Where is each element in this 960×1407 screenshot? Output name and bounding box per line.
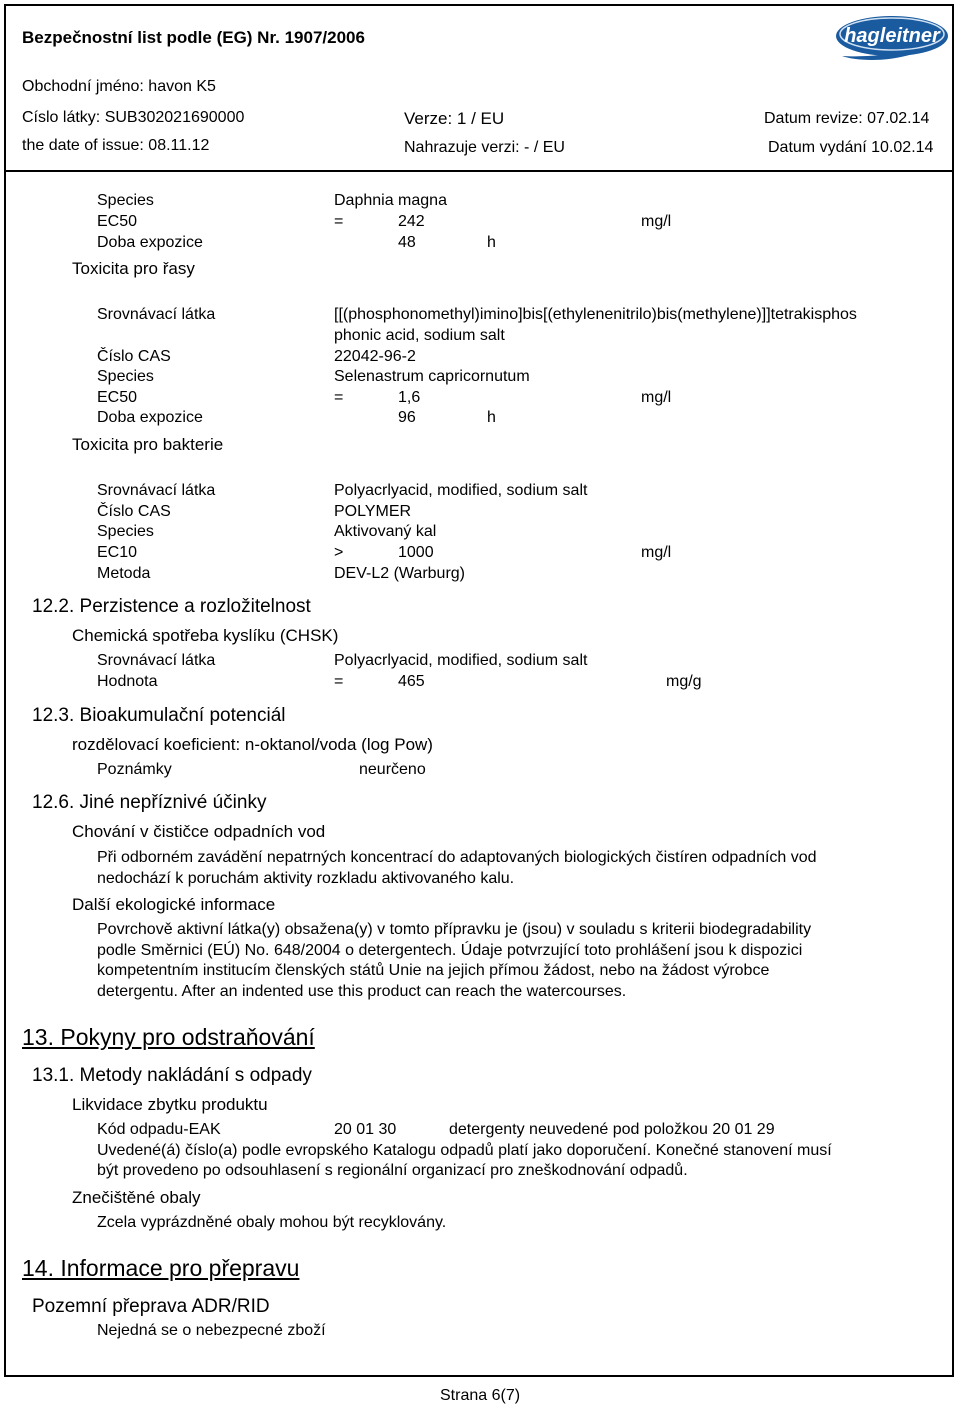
product-disposal-heading: Likvidace zbytku produktu [72, 1095, 268, 1114]
daphnia-exposure-unit: h [487, 234, 496, 251]
section-13-1-heading: 13.1. Metody nakládání s odpady [32, 1065, 312, 1086]
daphnia-ec50-value: 242 [398, 213, 425, 230]
waste-code-value: 20 01 30 [334, 1121, 397, 1138]
bacteria-cas-value: POLYMER [334, 503, 412, 520]
eco-info-line3: kompetentním institucím členských států Unie na jejich přímou žádost, nebo na žádost výrobce [97, 962, 770, 979]
log-pow-note-value: neurčeno [359, 761, 426, 778]
daphnia-species-label: Species [97, 192, 154, 209]
daphnia-exposure-label: Doba expozice [97, 234, 203, 251]
cod-value-label: Hodnota [97, 673, 158, 690]
waste-code-description: detergenty neuvedené pod položkou 20 01 29 [449, 1121, 775, 1138]
section-14-heading: 14. Informace pro přepravu [22, 1255, 300, 1281]
algae-ec50-unit: mg/l [641, 389, 672, 406]
trade-name: Obchodní jméno: havon K5 [22, 78, 216, 95]
daphnia-exposure-value: 48 [398, 234, 416, 251]
section-12-3-heading: 12.3. Bioakumulační potenciál [32, 705, 286, 726]
page-number: Strana 6(7) [440, 1387, 521, 1404]
cod-value-operator: = [334, 673, 344, 690]
eco-info-heading: Další ekologické informace [72, 895, 276, 914]
bacteria-method-value: DEV-L2 (Warburg) [334, 565, 465, 582]
packaging-heading: Znečištěné obaly [72, 1188, 201, 1207]
bacteria-ec10-operator: > [334, 544, 344, 561]
algae-ec50-value: 1,6 [398, 389, 421, 406]
bacteria-substance-value: Polyacrlyacid, modified, sodium salt [334, 482, 588, 499]
algae-heading: Toxicita pro řasy [72, 259, 195, 278]
algae-exposure-label: Doba expozice [97, 409, 203, 426]
algae-substance-line1: [[(phosphonomethyl)imino]bis[(ethylenenitrilo)bis(methylene)]]tetrakisphos [334, 306, 857, 323]
eco-info-line2: podle Směrnici (EÚ) No. 648/2004 o detergentech. Údaje potvrzující toto prohlášení jsou k dispozici [97, 942, 803, 959]
log-pow-note-label: Poznámky [97, 761, 172, 778]
hagleitner-logo [834, 12, 950, 62]
algae-cas-value: 22042-96-2 [334, 348, 416, 365]
revision-date: Datum revize: 07.02.14 [764, 110, 930, 127]
bacteria-method-label: Metoda [97, 565, 151, 582]
wastewater-heading: Chování v čističce odpadních vod [72, 822, 326, 841]
algae-exposure-unit: h [487, 409, 496, 426]
algae-ec50-operator: = [334, 389, 344, 406]
algae-species-value: Selenastrum capricornutum [334, 368, 530, 385]
version: Verze: 1 / EU [404, 109, 505, 128]
release-date: Datum vydání 10.02.14 [768, 139, 934, 156]
substance-number: Císlo látky: SUB302021690000 [22, 109, 245, 126]
bacteria-cas-label: Číslo CAS [97, 503, 171, 520]
bacteria-ec10-value: 1000 [398, 544, 434, 561]
eco-info-line4: detergentu. After an indented use this product can reach the watercourses. [97, 983, 627, 1000]
waste-catalogue-line1: Uvedené(á) číslo(a) podle evropského Katalogu odpadů platí jako doporučení. Konečné stanovení musí [97, 1142, 832, 1159]
wastewater-text-line1: Při odborném zavádění nepatrných koncentrací do adaptovaných biologických čistíren odpadních vod [97, 849, 817, 866]
algae-species-label: Species [97, 368, 154, 385]
cod-substance-value: Polyacrlyacid, modified, sodium salt [334, 652, 588, 669]
bacteria-ec10-label: EC10 [97, 544, 138, 561]
bacteria-species-value: Aktivovaný kal [334, 523, 437, 540]
daphnia-ec50-label: EC50 [97, 213, 138, 230]
log-pow-heading: rozdělovací koeficient: n-oktanol/voda (log Pow) [72, 735, 433, 754]
land-transport-text: Nejedná se o nebezpecné zboží [97, 1322, 326, 1339]
algae-cas-label: Číslo CAS [97, 348, 171, 365]
bacteria-heading: Toxicita pro bakterie [72, 435, 224, 454]
bacteria-species-label: Species [97, 523, 154, 540]
bacteria-ec10-unit: mg/l [641, 544, 672, 561]
bacteria-substance-label: Srovnávací látka [97, 482, 216, 499]
cod-substance-label: Srovnávací látka [97, 652, 216, 669]
daphnia-ec50-unit: mg/l [641, 213, 672, 230]
wastewater-text-line2: nedochází k poruchám aktivity rozkladu aktivovaného kalu. [97, 870, 515, 887]
daphnia-species-value: Daphnia magna [334, 192, 447, 209]
brand-name: hagleitner [844, 25, 940, 47]
waste-catalogue-line2: být provedeno po odsouhlasení s regionální organizací pro zneškodnování odpadů. [97, 1162, 688, 1179]
issue-date: the date of issue: 08.11.12 [22, 137, 210, 154]
algae-exposure-value: 96 [398, 409, 416, 426]
algae-substance-label: Srovnávací látka [97, 306, 216, 323]
cod-value: 465 [398, 673, 425, 690]
algae-substance-line2: phonic acid, sodium salt [334, 327, 505, 344]
section-13-heading: 13. Pokyny pro odstraňování [22, 1024, 315, 1050]
cod-heading: Chemická spotřeba kyslíku (CHSK) [72, 626, 339, 645]
cod-value-unit: mg/g [666, 673, 702, 690]
replaces-version: Nahrazuje verzi: - / EU [404, 139, 565, 156]
land-transport-heading: Pozemní přeprava ADR/RID [32, 1296, 270, 1317]
eco-info-line1: Povrchově aktivní látka(y) obsažena(y) v tomto přípravku je (jsou) v souladu s kriterii biodegradability [97, 921, 812, 938]
daphnia-ec50-operator: = [334, 213, 344, 230]
header-divider [4, 170, 954, 172]
section-12-2-heading: 12.2. Perzistence a rozložitelnost [32, 596, 311, 617]
waste-code-label: Kód odpadu-EAK [97, 1121, 221, 1138]
doc-title: Bezpečnostní list podle (EG) Nr. 1907/2006 [22, 28, 365, 47]
section-12-6-heading: 12.6. Jiné nepříznivé účinky [32, 792, 267, 813]
algae-ec50-label: EC50 [97, 389, 138, 406]
packaging-text: Zcela vyprázdněné obaly mohou být recyklovány. [97, 1214, 447, 1231]
